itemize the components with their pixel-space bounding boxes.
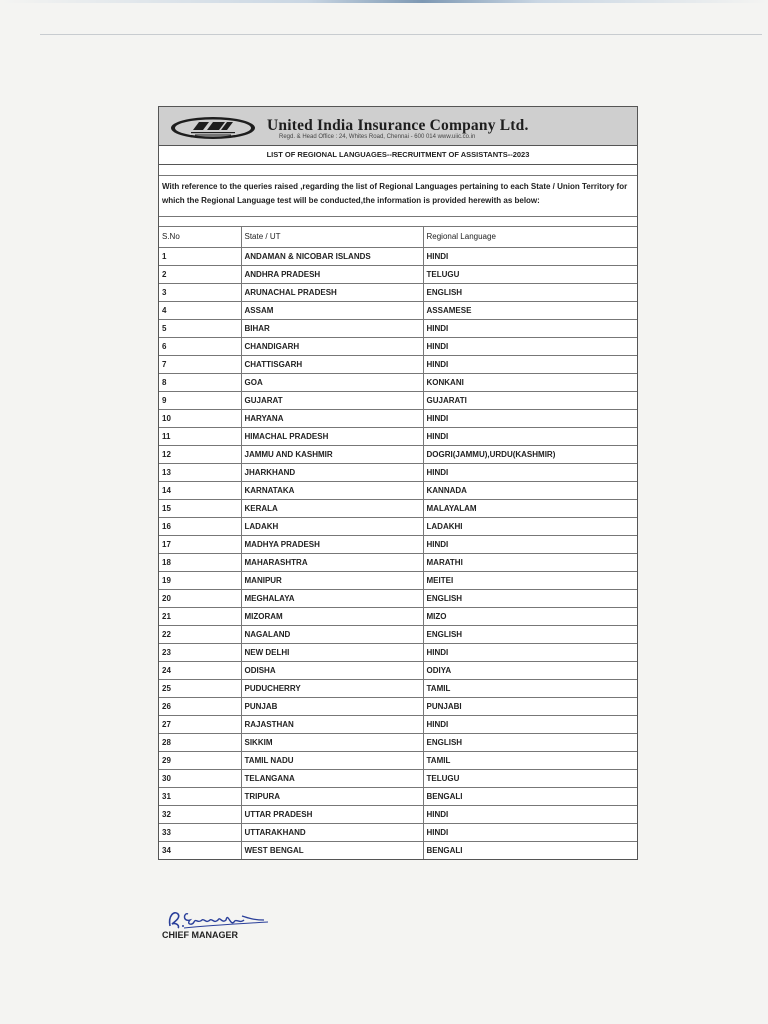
table-row xyxy=(159,625,637,643)
table-row xyxy=(159,355,637,373)
header-sno: S.No xyxy=(159,227,241,247)
cell-sno: 15 xyxy=(159,499,241,517)
cell-language: BENGALI xyxy=(423,841,637,859)
cell-sno: 18 xyxy=(159,553,241,571)
cell-sno: 11 xyxy=(159,427,241,445)
cell-state: CHANDIGARH xyxy=(241,337,423,355)
table-row xyxy=(159,301,637,319)
cell-sno: 19 xyxy=(159,571,241,589)
intro-paragraph: With reference to the queries raised ,regarding the list of Regional Languages pertaining to each State / Union Territory for which the Regional Language test will be conducted,the information is provided herewith as below: xyxy=(159,176,637,217)
table-row xyxy=(159,769,637,787)
cell-sno: 6 xyxy=(159,337,241,355)
cell-language: ENGLISH xyxy=(423,589,637,607)
cell-language: MEITEI xyxy=(423,571,637,589)
table-row xyxy=(159,553,637,571)
cell-language: HINDI xyxy=(423,535,637,553)
cell-language: HINDI xyxy=(423,823,637,841)
cell-sno: 21 xyxy=(159,607,241,625)
cell-language: MIZO xyxy=(423,607,637,625)
cell-state: GOA xyxy=(241,373,423,391)
cell-sno: 25 xyxy=(159,679,241,697)
cell-sno: 8 xyxy=(159,373,241,391)
cell-state: MANIPUR xyxy=(241,571,423,589)
table-row xyxy=(159,733,637,751)
cell-state: HARYANA xyxy=(241,409,423,427)
cell-state: LADAKH xyxy=(241,517,423,535)
table-row xyxy=(159,247,637,265)
cell-language: HINDI xyxy=(423,337,637,355)
table-row xyxy=(159,751,637,769)
cell-state: CHATTISGARH xyxy=(241,355,423,373)
cell-language: LADAKHI xyxy=(423,517,637,535)
table-row xyxy=(159,373,637,391)
cell-state: MADHYA PRADESH xyxy=(241,535,423,553)
cell-state: ANDHRA PRADESH xyxy=(241,265,423,283)
cell-state: MIZORAM xyxy=(241,607,423,625)
cell-sno: 26 xyxy=(159,697,241,715)
table-row xyxy=(159,481,637,499)
cell-state: JAMMU AND KASHMIR xyxy=(241,445,423,463)
cell-sno: 2 xyxy=(159,265,241,283)
cell-language: ENGLISH xyxy=(423,283,637,301)
cell-language: HINDI xyxy=(423,355,637,373)
cell-sno: 30 xyxy=(159,769,241,787)
cell-state: NEW DELHI xyxy=(241,643,423,661)
cell-language: HINDI xyxy=(423,427,637,445)
table-row xyxy=(159,391,637,409)
header-language: Regional Language xyxy=(426,232,496,242)
cell-language: ENGLISH xyxy=(423,625,637,643)
cell-sno: 28 xyxy=(159,733,241,751)
cell-sno: 4 xyxy=(159,301,241,319)
cell-sno: 20 xyxy=(159,589,241,607)
cell-sno: 32 xyxy=(159,805,241,823)
cell-sno: 10 xyxy=(159,409,241,427)
cell-state: TELANGANA xyxy=(241,769,423,787)
table-row xyxy=(159,787,637,805)
divider xyxy=(159,165,637,176)
cell-language: TAMIL xyxy=(423,751,637,769)
cell-state: HIMACHAL PRADESH xyxy=(241,427,423,445)
cell-sno: 31 xyxy=(159,787,241,805)
cell-language: TELUGU xyxy=(423,265,637,283)
table-body xyxy=(159,227,637,859)
cell-language: TAMIL xyxy=(423,679,637,697)
cell-state: ODISHA xyxy=(241,661,423,679)
table-row xyxy=(159,589,637,607)
divider xyxy=(159,217,637,227)
cell-state: KERALA xyxy=(241,499,423,517)
table-row xyxy=(159,697,637,715)
document-sheet xyxy=(158,106,638,860)
table-row xyxy=(159,571,637,589)
table-row xyxy=(159,607,637,625)
cell-sno: 14 xyxy=(159,481,241,499)
cell-language: MARATHI xyxy=(423,553,637,571)
table-row xyxy=(159,661,637,679)
cell-language: ENGLISH xyxy=(423,733,637,751)
cell-state: PUDUCHERRY xyxy=(241,679,423,697)
cell-language: ASSAMESE xyxy=(423,301,637,319)
cell-sno: 33 xyxy=(159,823,241,841)
languages-table xyxy=(159,227,637,859)
cell-sno: 3 xyxy=(159,283,241,301)
cell-language: KONKANI xyxy=(423,373,637,391)
table-row xyxy=(159,499,637,517)
company-logo-icon xyxy=(169,115,257,141)
cell-sno: 17 xyxy=(159,535,241,553)
scan-edge xyxy=(0,0,768,3)
cell-state: UTTAR PRADESH xyxy=(241,805,423,823)
company-name: United India Insurance Company Ltd. xyxy=(267,117,529,134)
table-row xyxy=(159,427,637,445)
cell-state: WEST BENGAL xyxy=(241,841,423,859)
cell-sno: 5 xyxy=(159,319,241,337)
cell-language: HINDI xyxy=(423,463,637,481)
cell-state: JHARKHAND xyxy=(241,463,423,481)
table-row xyxy=(159,265,637,283)
table-row xyxy=(159,679,637,697)
signature-icon xyxy=(164,906,274,932)
cell-sno: 16 xyxy=(159,517,241,535)
table-row xyxy=(159,337,637,355)
cell-language: DOGRI(JAMMU),URDU(KASHMIR) xyxy=(423,445,637,463)
table-row xyxy=(159,283,637,301)
header-state: State / UT xyxy=(241,227,423,247)
cell-sno: 13 xyxy=(159,463,241,481)
letterhead xyxy=(159,107,637,146)
document-title: LIST OF REGIONAL LANGUAGES--RECRUITMENT OF ASSISTANTS--2023 xyxy=(159,146,637,165)
cell-state: UTTARAKHAND xyxy=(241,823,423,841)
cell-state: MEGHALAYA xyxy=(241,589,423,607)
table-row xyxy=(159,445,637,463)
table-row xyxy=(159,535,637,553)
cell-state: PUNJAB xyxy=(241,697,423,715)
cell-state: SIKKIM xyxy=(241,733,423,751)
cell-state: TRIPURA xyxy=(241,787,423,805)
table-row xyxy=(159,319,637,337)
cell-state: ARUNACHAL PRADESH xyxy=(241,283,423,301)
table-row xyxy=(159,823,637,841)
cell-language: HINDI xyxy=(423,715,637,733)
cell-language: HINDI xyxy=(423,247,637,265)
cell-language: PUNJABI xyxy=(423,697,637,715)
cell-language: HINDI xyxy=(423,805,637,823)
cell-sno: 27 xyxy=(159,715,241,733)
table-header-row xyxy=(159,227,637,247)
cell-sno: 1 xyxy=(159,247,241,265)
cell-state: KARNATAKA xyxy=(241,481,423,499)
cell-sno: 22 xyxy=(159,625,241,643)
cell-language: HINDI xyxy=(423,319,637,337)
table-row xyxy=(159,841,637,859)
table-row xyxy=(159,409,637,427)
cell-language: KANNADA xyxy=(423,481,637,499)
page-rule xyxy=(40,34,762,35)
cell-state: TAMIL NADU xyxy=(241,751,423,769)
table-row xyxy=(159,517,637,535)
cell-state: NAGALAND xyxy=(241,625,423,643)
cell-language: GUJARATI xyxy=(423,391,637,409)
cell-state: BIHAR xyxy=(241,319,423,337)
table-row xyxy=(159,643,637,661)
cell-language: BENGALI xyxy=(423,787,637,805)
table-row xyxy=(159,805,637,823)
cell-language: TELUGU xyxy=(423,769,637,787)
cell-sno: 34 xyxy=(159,841,241,859)
cell-state: GUJARAT xyxy=(241,391,423,409)
cell-state: ASSAM xyxy=(241,301,423,319)
cell-sno: 12 xyxy=(159,445,241,463)
cell-language: MALAYALAM xyxy=(423,499,637,517)
cell-language: HINDI xyxy=(423,409,637,427)
cell-language: HINDI xyxy=(423,643,637,661)
cell-sno: 29 xyxy=(159,751,241,769)
cell-sno: 24 xyxy=(159,661,241,679)
company-address: Regd. & Head Office : 24, Whites Road, Chennai - 600 014 www.uiic.co.in xyxy=(279,134,476,140)
cell-language: ODIYA xyxy=(423,661,637,679)
cell-state: ANDAMAN & NICOBAR ISLANDS xyxy=(241,247,423,265)
table-row xyxy=(159,463,637,481)
cell-sno: 7 xyxy=(159,355,241,373)
table-row xyxy=(159,715,637,733)
cell-sno: 9 xyxy=(159,391,241,409)
cell-sno: 23 xyxy=(159,643,241,661)
signatory-designation: CHIEF MANAGER xyxy=(162,930,238,940)
cell-state: MAHARASHTRA xyxy=(241,553,423,571)
cell-state: RAJASTHAN xyxy=(241,715,423,733)
